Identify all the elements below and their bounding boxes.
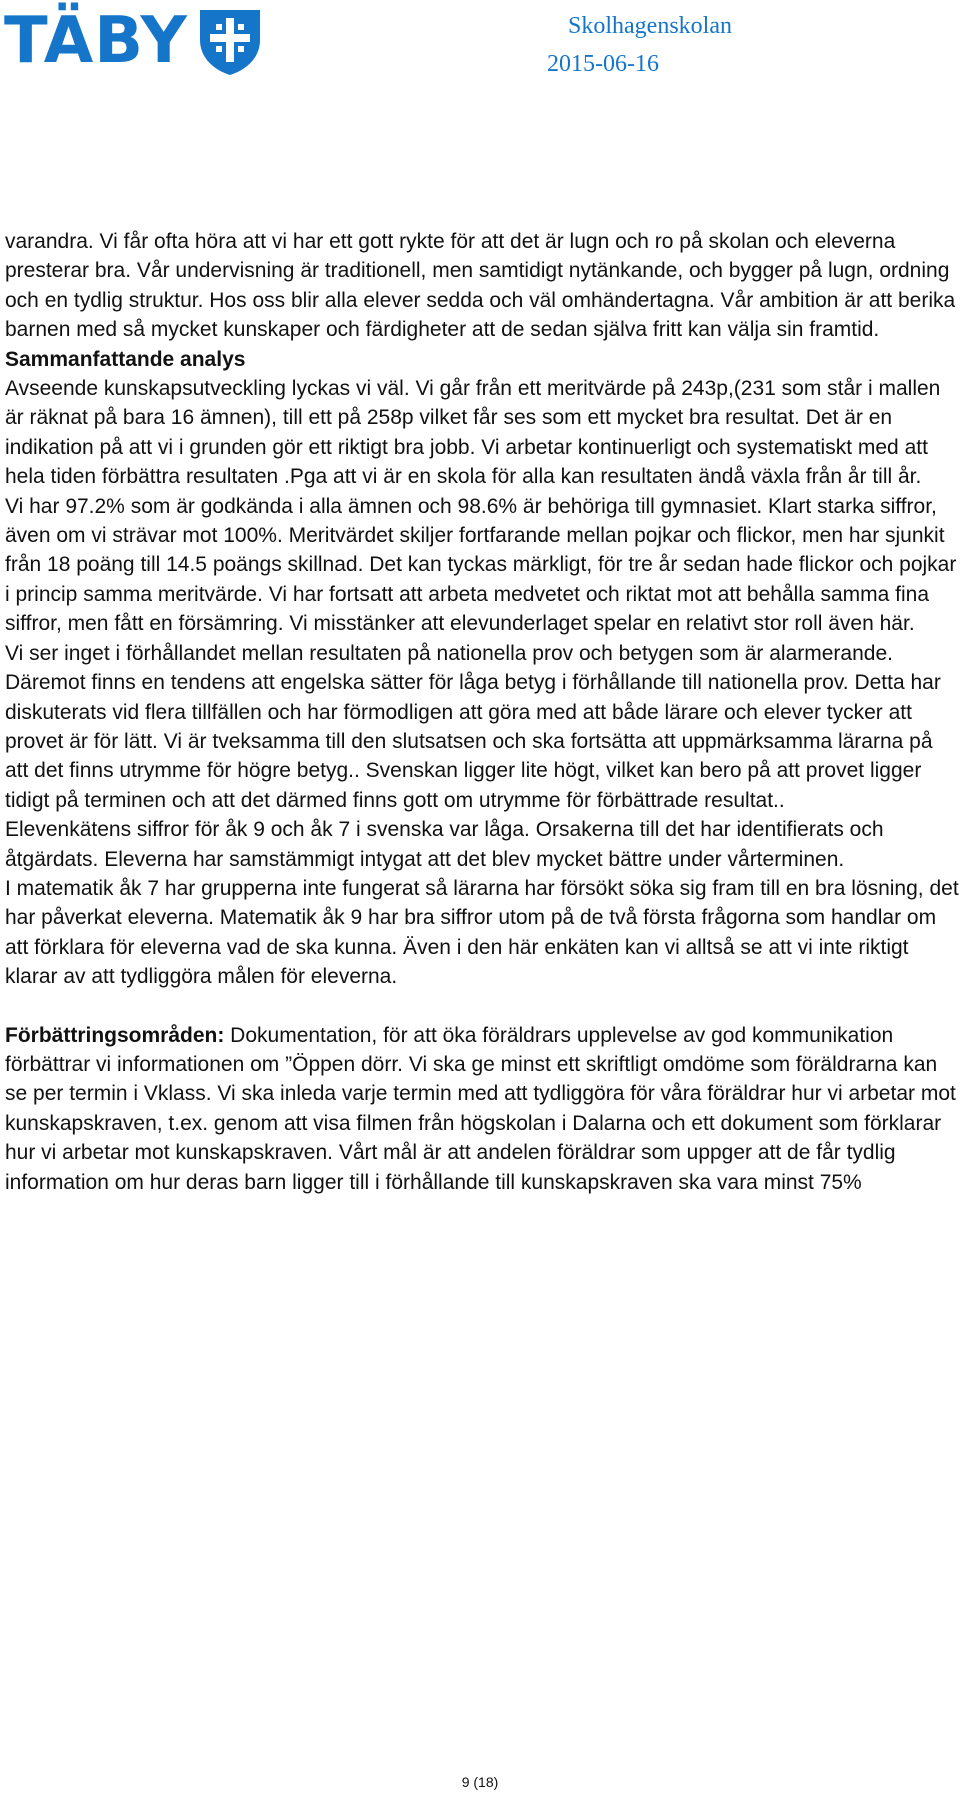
- document-body: [5, 227, 960, 1197]
- school-name: Skolhagenskolan: [568, 13, 732, 39]
- paragraph-nationella-prov: Vi ser inget i förhållandet mellan resultaten på nationella prov och betygen som är alarmerande. Däremot finns en tendens att engelska sätter för låga betyg i förhållande till nationella prov. Detta har diskuterats vid flera tillfällen och har förmodligen att göra med att både lärare och elever tycker att provet är för lätt. Vi är tveksamma till den slutsatsen och ska fortsätta att uppmärksamma lärarna på att det finns utrymme för högre betyg.. Svenskan ligger lite högt, vilket kan bero på att provet ligger tidigt på terminen och att det därmed finns gott om utrymme för förbättrade resultat..: [5, 641, 941, 812]
- paragraph-forbattringsomraden: [5, 1021, 960, 1197]
- heading-forbattringsomraden: Förbättringsområden:: [5, 1023, 225, 1047]
- paragraph-matematik: I matematik åk 7 har grupperna inte fungerat så lärarna har försökt söka sig fram till en bra lösning, det har påverkat eleverna. Matematik åk 9 har bra siffror utom på de två första frågorna som handlar om att förklara för eleverna vad de ska kunna. Även i den här enkäten kan vi alltså se att vi inte riktigt klarar av att tydliggöra målen för eleverna.: [5, 876, 959, 989]
- paragraph-elevenkat: Elevenkätens siffror för åk 9 och åk 7 i svenska var låga. Orsakerna till det har identifierats och åtgärdats. Eleverna har samstämmigt intygat att det blev mycket bättre under vårterminen.: [5, 818, 884, 871]
- page-header: [0, 0, 960, 120]
- paragraph-intro: varandra. Vi får ofta höra att vi har ett gott rykte för att det är lugn och ro på skolan och eleverna presterar bra. Vår undervisning är traditionell, men samtidigt nytänkande, och bygger på lugn, ordning och en tydlig struktur. Hos oss blir alla elever sedda och väl omhändertagna. Vår ambition är att berika barnen med så mycket kunskaper och färdigheter att de sedan själva fritt kan välja sin framtid.: [5, 230, 956, 342]
- heading-sammanfattande-analys: Sammanfattande analys: [5, 347, 246, 371]
- taby-shield-icon: [198, 6, 262, 76]
- logo-wordmark: TÄBY: [4, 4, 188, 78]
- document-date: 2015-06-16: [547, 51, 659, 77]
- forbattringsomraden-text: Dokumentation, för att öka föräldrars upplevelse av god kommunikation förbättrar vi informationen om ”Öppen dörr. Vi ska ge minst ett skriftligt omdöme som föräldrarna kan se per termin i Vklass. Vi ska inleda varje termin med att tydliggöra för våra föräldrar hur vi arbetar mot kunskapskraven, t.ex. genom att visa filmen från högskolan i Dalarna och ett dokument som förklarar hur vi arbetar mot kunskapskraven. Vårt mål är att andelen föräldrar som uppger att de får tydlig information om hur deras barn ligger till i förhållande till kunskapskraven ska vara minst 75%: [5, 1023, 956, 1194]
- paragraph-godkanda: Vi har 97.2% som är godkända i alla ämnen och 98.6% är behöriga till gymnasiet. Klart starka siffror, även om vi strävar mot 100%. Meritvärdet skiljer fortfarande mellan pojkar och flickor, men har sjunkit från 18 poäng till 14.5 poängs skillnad. Det kan tyckas märkligt, för tre år sedan hade flickor och pojkar i princip samma meritvärde. Vi har fortsatt att arbeta medvetet och riktat mot att behålla samma fina siffror, men fått en försämring. Vi misstänker att elevunderlaget spelar en relativt stor roll även här.: [5, 494, 957, 636]
- paragraph-kunskapsutveckling: Avseende kunskapsutveckling lyckas vi väl. Vi går från ett meritvärde på 243p,(231 som står i mallen är räknat på bara 16 ämnen), till ett på 258p vilket får ses som ett mycket bra resultat. Det är en indikation på att vi i grunden gör ett riktigt bra jobb. Vi arbetar kontinuerligt och systematiskt med att hela tiden förbättra resultaten .Pga att vi är en skola för alla kan resultaten ändå växla från år till år.: [5, 377, 941, 489]
- page-footer: [0, 1772, 960, 1792]
- page-number: 9 (18): [461, 1774, 499, 1790]
- taby-logo: [4, 6, 262, 76]
